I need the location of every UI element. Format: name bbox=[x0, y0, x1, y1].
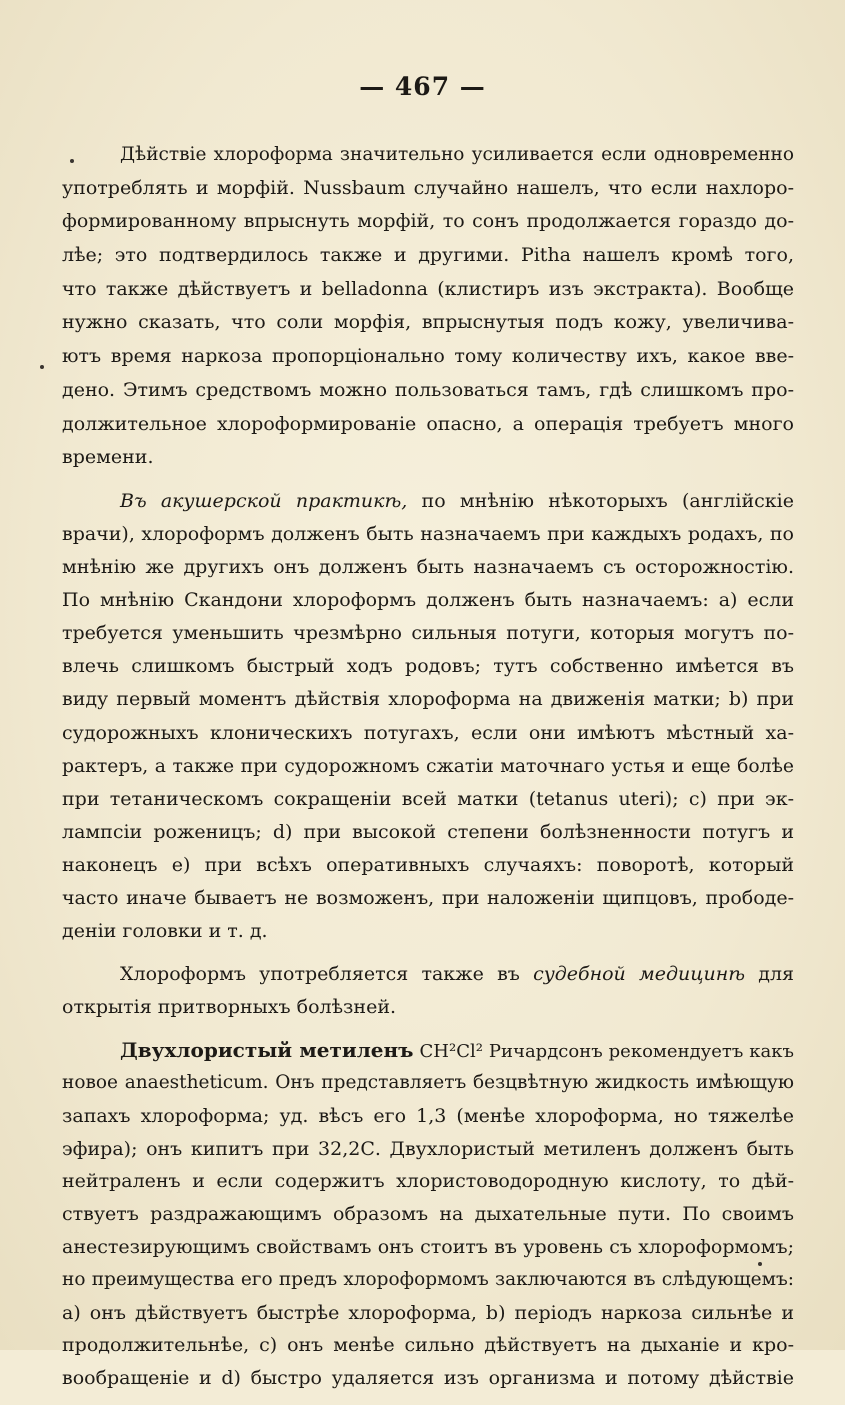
section-heading: Двухлористый метиленъ bbox=[120, 1038, 414, 1063]
text-line: мнѣнію же другихъ онъ долженъ быть назначаемъ съ осторожностію. bbox=[62, 556, 794, 579]
text-line bbox=[62, 485, 794, 518]
page-number: — 467 — bbox=[359, 72, 486, 101]
text-line: продолжительнѣе, c) онъ менѣе сильно дѣйствуетъ на дыханіе и кро- bbox=[62, 1334, 794, 1357]
text-line: По мнѣнію Скандони хлороформъ долженъ быть назначаемъ: a) если bbox=[62, 589, 794, 612]
text-line: a) онъ дѣйствуетъ быстрѣе хлороформа, b) періодъ наркоза сильнѣе и bbox=[62, 1301, 794, 1324]
text-line: часто иначе бываетъ не возможенъ, при наложеніи щипцовъ, прободе- bbox=[62, 887, 794, 909]
italic-phrase: судебной медицинѣ bbox=[533, 963, 746, 986]
text-line: времени. bbox=[62, 446, 154, 469]
text-line: врачи), хлороформъ долженъ быть назначаемъ при каждыхъ родахъ, по bbox=[62, 522, 794, 545]
text-line bbox=[62, 1034, 794, 1067]
text-fragment: для bbox=[745, 963, 794, 986]
text-line: деніи головки и т. д. bbox=[62, 920, 268, 943]
text-fragment: по мнѣнію нѣкоторыхъ (англійскіе bbox=[407, 489, 794, 512]
text-line: виду первый моментъ дѣйствія хлороформа на движенія матки; b) при bbox=[62, 688, 794, 711]
text-line: что также дѣйствуетъ и belladonna (клистиръ изъ экстракта). Вообще bbox=[62, 277, 794, 300]
text-line: нужно сказать, что соли морфія, впрыснутыя подъ кожу, увеличива- bbox=[62, 311, 794, 334]
text-fragment: Хлороформъ употребляется также въ bbox=[120, 963, 534, 986]
text-line: лампсіи роженицъ; d) при высокой степени болѣзненности потугъ и bbox=[62, 820, 794, 843]
text-line: лѣе; это подтвердилось также и другими. Pitha нашелъ кромѣ того, bbox=[62, 244, 794, 267]
text-line: открытія притворныхъ болѣзней. bbox=[62, 996, 397, 1019]
italic-phrase: Въ акушерской практикѣ, bbox=[120, 489, 408, 512]
paragraph-forensic bbox=[62, 958, 794, 1024]
text-line: дено. Этимъ средствомъ можно пользоваться тамъ, гдѣ слишкомъ про- bbox=[62, 378, 794, 401]
text-line: но преимущества его предъ хлороформомъ заключаются въ слѣдующемъ: bbox=[62, 1268, 794, 1290]
text-line: запахъ хлороформа; уд. вѣсъ его 1,3 (менѣе хлороформа, но тяжелѣе bbox=[62, 1104, 794, 1127]
text-line: Дѣйствіе хлороформа значительно усиливается если одновременно bbox=[120, 144, 794, 165]
text-line: влечь слишкомъ быстрый ходъ родовъ; тутъ собственно имѣется въ bbox=[62, 655, 794, 678]
margin-dot bbox=[40, 365, 44, 369]
body-text bbox=[62, 138, 794, 1405]
text-line: ствуетъ раздражающимъ образомъ на дыхательные пути. По своимъ bbox=[62, 1203, 794, 1226]
text-line: требуется уменьшить чрезмѣрно сильныя потуги, которыя могутъ по- bbox=[62, 622, 794, 645]
paragraph-chloroform-morphine bbox=[62, 138, 794, 475]
text-line: эфира); онъ кипитъ при 32,2С. Двухлористый метиленъ долженъ быть bbox=[62, 1137, 794, 1160]
text-line: при тетаническомъ сокращеніи всей матки (tetanus uteri); c) при эк- bbox=[62, 787, 794, 810]
text-line: употреблять и морфій. Nussbaum случайно нашелъ, что если нахлоро- bbox=[62, 176, 794, 199]
text-line: нейтраленъ и если содержитъ хлористоводородную кислоту, то дѣй- bbox=[62, 1170, 794, 1193]
text-line bbox=[62, 958, 794, 991]
text-line: судорожныхъ клоническихъ потугахъ, если они имѣютъ мѣстный ха- bbox=[62, 721, 794, 744]
text-line: анестезирующимъ свойствамъ онъ стоитъ въ уровень съ хлороформомъ; bbox=[62, 1235, 794, 1258]
paragraph-methylene-chloride bbox=[62, 1034, 794, 1395]
text-line: ютъ время наркоза пропорціонально тому количеству ихъ, какое вве- bbox=[62, 345, 794, 368]
text-line: формированному впрыснуть морфій, то сонъ продолжается гораздо до- bbox=[62, 210, 794, 233]
text-line: наконецъ e) при всѣхъ оперативныхъ случаяхъ: поворотѣ, который bbox=[62, 853, 794, 876]
text-line: новое anaestheticum. Онъ представляетъ безцвѣтную жидкость имѣющую bbox=[62, 1071, 794, 1093]
text-fragment: CH²Cl² Ричардсонъ рекомендуетъ какъ bbox=[413, 1041, 794, 1063]
text-line: должительное хлороформированіе опасно, а операція требуетъ много bbox=[62, 412, 794, 435]
text-line: вообращеніе и d) быстро удаляется изъ организма и потому дѣйствіе bbox=[62, 1367, 794, 1390]
paragraph-obstetrics bbox=[62, 485, 794, 948]
text-line: рактеръ, а также при судорожномъ сжатіи маточнаго устья и еще болѣе bbox=[62, 755, 794, 777]
